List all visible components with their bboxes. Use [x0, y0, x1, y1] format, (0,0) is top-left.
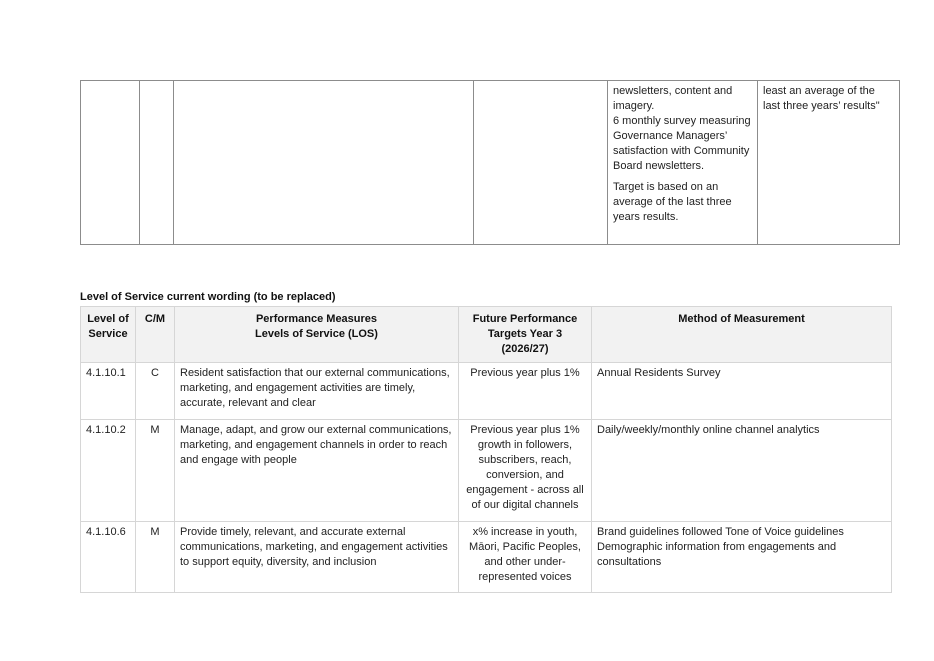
header-measures: Performance Measures Levels of Service (LOS): [175, 307, 459, 363]
continued-cell-4: [474, 81, 608, 245]
continued-method-note: Target is based on an average of the last three years results.: [613, 181, 732, 223]
cell-target: Previous year plus 1%: [459, 363, 592, 420]
header-level: Level of Service: [81, 307, 136, 363]
cell-level: 4.1.10.2: [81, 420, 136, 522]
continued-cell-3: [174, 81, 474, 245]
continued-cell-target: [758, 81, 900, 245]
cell-method: Daily/weekly/monthly online channel analytics: [592, 420, 892, 522]
cell-cm: C: [136, 363, 175, 420]
cell-level: 4.1.10.1: [81, 363, 136, 420]
table-row: [81, 522, 892, 593]
table-row: [81, 420, 892, 522]
header-method: Method of Measurement: [592, 307, 892, 363]
continued-target-text: least an average of the last three years’ results": [763, 85, 880, 112]
header-targets: Future Performance Targets Year 3 (2026/27): [459, 307, 592, 363]
continued-method-text: newsletters, content and imagery. 6 monthly survey measuring Governance Managers’ satisfaction with Community Board newsletters.: [613, 85, 751, 172]
continued-cell-2: [140, 81, 174, 245]
cell-level: 4.1.10.6: [81, 522, 136, 593]
cell-method: Brand guidelines followed Tone of Voice guidelines Demographic information from engagements and consultations: [592, 522, 892, 593]
cell-measure: Provide timely, relevant, and accurate external communications, marketing, and engagement activities to support equity, diversity, and inclusion: [175, 522, 459, 593]
continued-cell-method: [608, 81, 758, 245]
cell-cm: M: [136, 420, 175, 522]
header-cm: C/M: [136, 307, 175, 363]
section-heading: Level of Service current wording (to be replaced): [80, 291, 336, 303]
continued-table: [80, 80, 900, 245]
continued-table-row: [81, 81, 900, 245]
cell-target: Previous year plus 1% growth in followers, subscribers, reach, conversion, and engagement - across all of our digital channels: [459, 420, 592, 522]
cell-measure: Manage, adapt, and grow our external communications, marketing, and engagement channels in order to reach and engage with people: [175, 420, 459, 522]
continued-cell-1: [81, 81, 140, 245]
table-row: [81, 363, 892, 420]
los-header-row: [81, 307, 892, 363]
cell-measure: Resident satisfaction that our external communications, marketing, and engagement activities are timely, accurate, relevant and clear: [175, 363, 459, 420]
cell-target: x% increase in youth, Māori, Pacific Peoples, and other under-represented voices: [459, 522, 592, 593]
cell-method: Annual Residents Survey: [592, 363, 892, 420]
los-table: [80, 306, 892, 593]
cell-cm: M: [136, 522, 175, 593]
